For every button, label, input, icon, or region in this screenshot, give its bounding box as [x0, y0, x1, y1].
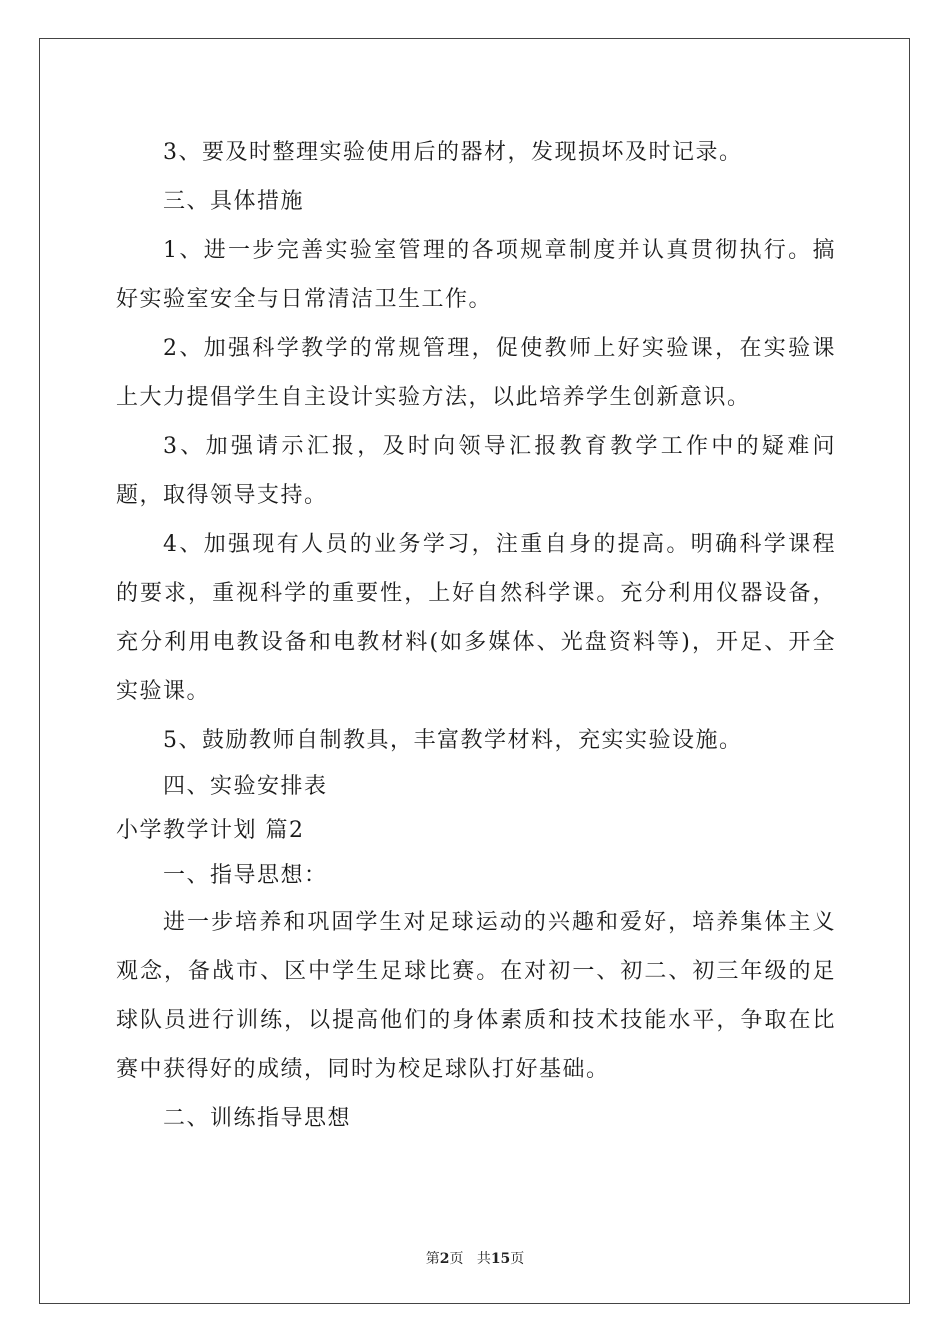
document-body: [116, 128, 836, 1143]
page-number: 2: [439, 1251, 450, 1267]
paragraph: 4、加强现有人员的业务学习，注重自身的提高。明确科学课程的要求，重视科学的重要性，上好自然科学课。充分利用仪器设备，充分利用电教设备和电教材料(如多媒体、光盘资料等)，开足、开全实验课。: [116, 532, 836, 704]
paragraph: 5、鼓励教师自制教具，丰富教学材料，充实实验设施。: [163, 728, 743, 753]
section-heading: 三、具体措施: [163, 189, 305, 214]
page-footer: [0, 1248, 950, 1268]
chapter-title: 小学教学计划 篇2: [116, 818, 305, 843]
paragraph: 2、加强科学教学的常规管理，促使教师上好实验课，在实验课上大力提倡学生自主设计实验方法，以此培养学生创新意识。: [116, 336, 836, 410]
section-heading: 一、指导思想：: [163, 863, 328, 888]
section-heading: 二、训练指导思想: [163, 1106, 352, 1131]
paragraph: 3、要及时整理实验使用后的器材，发现损坏及时记录。: [163, 140, 743, 165]
section-heading: 四、实验安排表: [163, 774, 328, 799]
page-prefix: 第: [425, 1251, 440, 1267]
paragraph: 3、加强请示汇报，及时向领导汇报教育教学工作中的疑难问题，取得领导支持。: [116, 434, 836, 508]
paragraph: 进一步培养和巩固学生对足球运动的兴趣和爱好，培养集体主义观念，备战市、区中学生足球比赛。在对初一、初二、初三年级的足球队员进行训练，以提高他们的身体素质和技术技能水平，争取在比赛中获得好的成绩，同时为校足球队打好基础。: [116, 910, 836, 1082]
total-unit: 页: [510, 1251, 525, 1267]
total-pages: 15: [490, 1251, 511, 1267]
page-unit: 页: [449, 1251, 464, 1267]
total-prefix: 共: [476, 1251, 491, 1267]
paragraph: 1、进一步完善实验室管理的各项规章制度并认真贯彻执行。搞好实验室安全与日常清洁卫生工作。: [116, 238, 836, 312]
